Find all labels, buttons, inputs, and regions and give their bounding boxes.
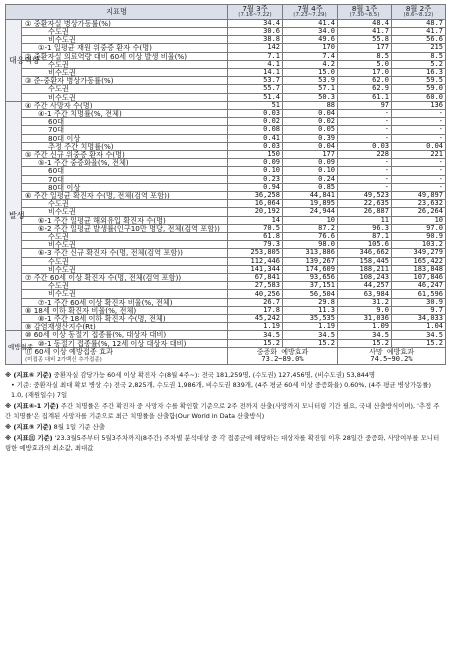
- table-row: [6, 44, 446, 52]
- death-prevention-cell: 사망 예방효과 74.5~90.2%: [338, 347, 446, 364]
- value-cell: 0.04: [283, 109, 338, 117]
- value-cell: -: [392, 134, 446, 142]
- value-cell: 7.1: [228, 52, 283, 60]
- value-cell: 35,535: [283, 315, 338, 323]
- value-cell: 0.41: [228, 134, 283, 142]
- value-cell: -: [338, 109, 392, 117]
- footnote: ※ (지표④-1 기준) 주간 치명률은 주간 확진자 중 사망자 수를 확인할 기준으로 2주 전까지 산출(사망까지 모니터링 기간 필요, 국내 산출방식이며), '추정 주간 치명률'은 집계된 사망자를 기준으로 최근 치명률을 산출함(Our World in Data 산출방식): [5, 402, 440, 421]
- indicator-label: ⑥-2 주간 일평균 발생률(인구10만 명당, 전체(검역 포함)): [22, 224, 228, 232]
- indicator-label: ⑧ 18세 이하 확진자 비율(%, 전체): [22, 306, 228, 314]
- value-cell: 0.39: [283, 134, 338, 142]
- indicator-label: 60대: [22, 118, 228, 126]
- value-cell: -: [392, 167, 446, 175]
- value-cell: 150: [228, 150, 283, 158]
- value-cell: 56.6: [392, 36, 446, 44]
- value-cell: 26.7: [228, 298, 283, 306]
- week-header: 8월 1주 (7.30~8.5): [338, 5, 392, 20]
- value-cell: 53.9: [283, 77, 338, 85]
- indicator-label: ⑩ 60세 이상 동절기 접종률(%, 대상자 대비): [22, 331, 228, 339]
- value-cell: 46,247: [392, 282, 446, 290]
- value-cell: -: [338, 126, 392, 134]
- value-cell: 174,609: [283, 265, 338, 273]
- indicator-label: ⑥ 주간 일평균 확진자 수(명, 전체(검역 포함)): [22, 191, 228, 199]
- indicator-label: ⑥-3 주간 신규 확진자 수(명, 전체(검역 포함)): [22, 249, 228, 257]
- indicator-label: 비수도권: [22, 265, 228, 273]
- value-cell: 0.23: [228, 175, 283, 183]
- severe-prevention-cell: 중증화 예방효과 73.2~89.0%: [228, 347, 338, 364]
- value-cell: 15.2: [392, 339, 446, 347]
- value-cell: 5.0: [338, 60, 392, 68]
- value-cell: 0.02: [283, 118, 338, 126]
- value-cell: 34.4: [228, 19, 283, 27]
- indicator-label: 비수도권: [22, 36, 228, 44]
- value-cell: 1.19: [228, 323, 283, 331]
- indicator-table: [5, 4, 446, 365]
- week-header: 7월 4주 (7.23~7.29): [283, 5, 338, 20]
- indicator-label: 수도권: [22, 27, 228, 35]
- table-row: [6, 167, 446, 175]
- indicator-label: 수도권: [22, 282, 228, 290]
- value-cell: 1.09: [338, 323, 392, 331]
- value-cell: 30.6: [228, 27, 283, 35]
- value-cell: 4.1: [228, 60, 283, 68]
- value-cell: 76.6: [283, 232, 338, 240]
- table-row: [6, 118, 446, 126]
- value-cell: 0.08: [228, 126, 283, 134]
- value-cell: 221: [392, 150, 446, 158]
- value-cell: 215: [392, 44, 446, 52]
- value-cell: 112,446: [228, 257, 283, 265]
- indicator-label: 수도권: [22, 85, 228, 93]
- value-cell: 34.5: [283, 331, 338, 339]
- value-cell: 19,895: [283, 200, 338, 208]
- value-cell: 17.8: [228, 306, 283, 314]
- value-cell: 23,632: [392, 200, 446, 208]
- value-cell: 10: [392, 216, 446, 224]
- value-cell: 34,033: [392, 315, 446, 323]
- indicator-label: 수도권: [22, 60, 228, 68]
- value-cell: 48.4: [338, 19, 392, 27]
- table-row: [6, 85, 446, 93]
- value-cell: 313,886: [283, 249, 338, 257]
- value-cell: 170: [283, 44, 338, 52]
- value-cell: 188,211: [338, 265, 392, 273]
- value-cell: 45,242: [228, 315, 283, 323]
- value-cell: 59.5: [392, 77, 446, 85]
- value-cell: 26,887: [338, 208, 392, 216]
- value-cell: 31.2: [338, 298, 392, 306]
- value-cell: 0.03: [228, 109, 283, 117]
- value-cell: -: [338, 167, 392, 175]
- value-cell: 10: [283, 216, 338, 224]
- indicator-label: 비수도권: [22, 241, 228, 249]
- indicator-label: ④-1 주간 치명률(%, 전체): [22, 109, 228, 117]
- value-cell: 1.04: [392, 323, 446, 331]
- indicator-label: ⑧-1 주간 18세 이하 확진자 수(명, 전체): [22, 315, 228, 323]
- value-cell: 7.4: [283, 52, 338, 60]
- footnote: ※ (지표⑨ 기준) 8월 1일 기준 산출: [5, 423, 105, 432]
- value-cell: 44,841: [283, 191, 338, 199]
- indicator-label: ⑤-1 주간 중증화율(%, 전체): [22, 159, 228, 167]
- value-cell: 96.3: [338, 224, 392, 232]
- footnote: • 기준: 중환자실 최대 확보 병상 수) 전국 2,825개, 수도권 1,986개, 비수도권 839개, (4주 평균 60세 이상 중증화율) 0.60%, (4주 평균 병상가동률) 1.0, (재원일수) 7일: [11, 381, 431, 400]
- week-header: 7월 3주 (7.16~7.22): [228, 5, 283, 20]
- value-cell: -: [338, 118, 392, 126]
- table-row: [6, 249, 446, 257]
- value-cell: 30.9: [392, 298, 446, 306]
- value-cell: 177: [283, 150, 338, 158]
- value-cell: 0.02: [228, 118, 283, 126]
- indicator-label: ④ 주간 사망자 수(명): [22, 101, 228, 109]
- table-header-row: [6, 5, 446, 20]
- value-cell: 15.2: [228, 339, 283, 347]
- value-cell: 228: [338, 150, 392, 158]
- value-cell: -: [338, 159, 392, 167]
- value-cell: 105.6: [338, 241, 392, 249]
- table-row: [6, 290, 446, 298]
- value-cell: 14.1: [228, 68, 283, 76]
- value-cell: 0.04: [283, 142, 338, 150]
- value-cell: 49,523: [338, 191, 392, 199]
- value-cell: 41.4: [283, 19, 338, 27]
- value-cell: 27,583: [228, 282, 283, 290]
- value-cell: 55.7: [228, 85, 283, 93]
- value-cell: 31,036: [338, 315, 392, 323]
- value-cell: 79.3: [228, 241, 283, 249]
- indicator-label: ⑦-1 주간 60세 이상 확진자 비율(%, 전체): [22, 298, 228, 306]
- value-cell: 41.7: [392, 27, 446, 35]
- value-cell: 36,258: [228, 191, 283, 199]
- value-cell: 53.7: [228, 77, 283, 85]
- value-cell: 11: [338, 216, 392, 224]
- value-cell: 93,656: [283, 274, 338, 282]
- indicator-label: ② 중환자실 의료역량 대비 60세 이상 발생 비율(%): [22, 52, 228, 60]
- value-cell: 165,422: [392, 257, 446, 265]
- value-cell: 88: [283, 101, 338, 109]
- value-cell: 44,257: [338, 282, 392, 290]
- value-cell: 108,243: [338, 274, 392, 282]
- value-cell: 50.3: [283, 93, 338, 101]
- value-cell: 0.05: [283, 126, 338, 134]
- value-cell: 90.9: [392, 232, 446, 240]
- value-cell: 139,267: [283, 257, 338, 265]
- value-cell: 49,897: [392, 191, 446, 199]
- value-cell: 59.0: [392, 85, 446, 93]
- indicator-label: 수도권: [22, 232, 228, 240]
- value-cell: 61,596: [392, 290, 446, 298]
- value-cell: 0.03: [228, 142, 283, 150]
- value-cell: -: [338, 134, 392, 142]
- value-cell: -: [392, 118, 446, 126]
- value-cell: 177: [338, 44, 392, 52]
- indicator-label: 비수도권: [22, 93, 228, 101]
- value-cell: -: [392, 183, 446, 191]
- value-cell: 16.3: [392, 68, 446, 76]
- value-cell: 14: [228, 216, 283, 224]
- indicator-label: ①-1 일평균 재원 위중증 환자 수(명): [22, 44, 228, 52]
- value-cell: 1.19: [283, 323, 338, 331]
- section-label-outbreak: 발생: [6, 101, 22, 331]
- value-cell: 0.85: [283, 183, 338, 191]
- value-cell: 107,846: [392, 274, 446, 282]
- value-cell: 0.94: [228, 183, 283, 191]
- footnote: ※ (지표⑥ 기준) 중환자실 감당가능 60세 이상 확진자 수(8월 4주~): 전국 181,259명, (수도권) 127,456명, (비수도권) 53,844명: [5, 370, 376, 379]
- indicator-label: 80대 이상: [22, 134, 228, 142]
- value-cell: -: [338, 183, 392, 191]
- value-cell: 24,944: [283, 208, 338, 216]
- indicator-label: 비수도권: [22, 208, 228, 216]
- value-cell: 183,848: [392, 265, 446, 273]
- table-row: [6, 331, 446, 339]
- value-cell: 15.0: [283, 68, 338, 76]
- indicator-label: 60대: [22, 167, 228, 175]
- indicator-label: 수도권: [22, 257, 228, 265]
- value-cell: 346,662: [338, 249, 392, 257]
- indicator-label: ⑩-1 동절기 접종률(%, 12세 이상 대상자 대비): [22, 339, 228, 347]
- value-cell: 0.04: [392, 142, 446, 150]
- value-cell: 9.0: [338, 306, 392, 314]
- indicator-label: ⑤ 주간 신규 위중증 환자 수(명): [22, 150, 228, 158]
- indicator-label: ⑦ 주간 60세 이상 확진자 수(명, 전체(검역 포함)): [22, 274, 228, 282]
- value-cell: 9.7: [392, 306, 446, 314]
- value-cell: 158,445: [338, 257, 392, 265]
- value-cell: 61.1: [338, 93, 392, 101]
- value-cell: 97.0: [392, 224, 446, 232]
- value-cell: 0.03: [338, 142, 392, 150]
- value-cell: 17.0: [338, 68, 392, 76]
- value-cell: 103.2: [392, 241, 446, 249]
- value-cell: 29.8: [283, 298, 338, 306]
- value-cell: 62.9: [338, 85, 392, 93]
- value-cell: 349,279: [392, 249, 446, 257]
- value-cell: 4.2: [283, 60, 338, 68]
- value-cell: 98.0: [283, 241, 338, 249]
- value-cell: 15.2: [283, 339, 338, 347]
- value-cell: 34.5: [228, 331, 283, 339]
- value-cell: 5.2: [392, 60, 446, 68]
- value-cell: 38.8: [228, 36, 283, 44]
- indicator-label: 비수도권: [22, 68, 228, 76]
- table-row: [6, 109, 446, 117]
- value-cell: 48.7: [392, 19, 446, 27]
- value-cell: 87.2: [283, 224, 338, 232]
- indicator-label: 70대: [22, 175, 228, 183]
- table-row-vaccine-effect: [6, 347, 446, 364]
- value-cell: 63,984: [338, 290, 392, 298]
- value-cell: 0.09: [228, 159, 283, 167]
- value-cell: 62.0: [338, 77, 392, 85]
- indicator-label: 수도권: [22, 200, 228, 208]
- value-cell: 55.8: [338, 36, 392, 44]
- footnote: ※ (지표⑪ 기준) '23.3월5주부터 5월3주차까지(8주간) 주차별 분석대상 중 각 접종군에 해당하는 대상자를 확진일 이후 28일간 중증화, 사망여부를 모니터링한 예방효과의 최소값, 최대값: [5, 434, 440, 452]
- value-cell: 0.10: [228, 167, 283, 175]
- value-cell: 8.5: [338, 52, 392, 60]
- value-cell: 16,064: [228, 200, 283, 208]
- value-cell: 0.24: [283, 175, 338, 183]
- indicator-label: ⑥-1 주간 일평균 해외유입 확진자 수(명): [22, 216, 228, 224]
- value-cell: 60.0: [392, 93, 446, 101]
- value-cell: 34.5: [338, 331, 392, 339]
- value-cell: 26,264: [392, 208, 446, 216]
- indicator-label: ⑨ 감염재생산지수(Rt): [22, 323, 228, 331]
- indicator-label: 비수도권: [22, 290, 228, 298]
- value-cell: 22,635: [338, 200, 392, 208]
- section-label-vaccination: 예방접종: [6, 331, 22, 364]
- value-cell: 34.5: [392, 331, 446, 339]
- table-body: [6, 19, 446, 364]
- indicator-label: 80대 이상: [22, 183, 228, 191]
- value-cell: 0.09: [283, 159, 338, 167]
- value-cell: -: [392, 175, 446, 183]
- value-cell: -: [392, 126, 446, 134]
- table-row: [6, 52, 446, 60]
- value-cell: 49.6: [283, 36, 338, 44]
- value-cell: 51.4: [228, 93, 283, 101]
- section-label-response: 대응역량: [6, 19, 22, 101]
- value-cell: 97: [338, 101, 392, 109]
- value-cell: 142: [228, 44, 283, 52]
- value-cell: -: [392, 109, 446, 117]
- table-row: [6, 159, 446, 167]
- indicator-label: ③ 준-중환자 병상가동률(%): [22, 77, 228, 85]
- value-cell: 56,504: [283, 290, 338, 298]
- value-cell: 40,256: [228, 290, 283, 298]
- value-cell: 61.8: [228, 232, 283, 240]
- value-cell: 0.10: [283, 167, 338, 175]
- value-cell: 15.2: [338, 339, 392, 347]
- value-cell: 141,344: [228, 265, 283, 273]
- value-cell: 37,151: [283, 282, 338, 290]
- value-cell: 70.5: [228, 224, 283, 232]
- value-cell: 136: [392, 101, 446, 109]
- value-cell: 41.7: [338, 27, 392, 35]
- indicator-label: ⑪ 60세 이상 예방접종 효과 (미접종 대비 2가백신 추가접종): [22, 347, 228, 364]
- week-header: 8월 2주 (8.6~8.12): [392, 5, 446, 20]
- indicator-label: 70대: [22, 126, 228, 134]
- value-cell: 57.1: [283, 85, 338, 93]
- value-cell: 20,192: [228, 208, 283, 216]
- indicator-label: ① 중환자실 병상가동률(%): [22, 19, 228, 27]
- value-cell: 11.3: [283, 306, 338, 314]
- value-cell: 8.5: [392, 52, 446, 60]
- value-cell: -: [338, 175, 392, 183]
- value-cell: 34.0: [283, 27, 338, 35]
- footnotes: [5, 371, 445, 454]
- table-row: [6, 126, 446, 134]
- value-cell: 253,805: [228, 249, 283, 257]
- indicator-label: 추정 주간 치명률(%): [22, 142, 228, 150]
- table-row: [6, 208, 446, 216]
- value-cell: 51: [228, 101, 283, 109]
- value-cell: -: [392, 159, 446, 167]
- value-cell: 67,841: [228, 274, 283, 282]
- indicator-header: 지표명: [6, 5, 228, 20]
- table-row: [6, 93, 446, 101]
- value-cell: 87.1: [338, 232, 392, 240]
